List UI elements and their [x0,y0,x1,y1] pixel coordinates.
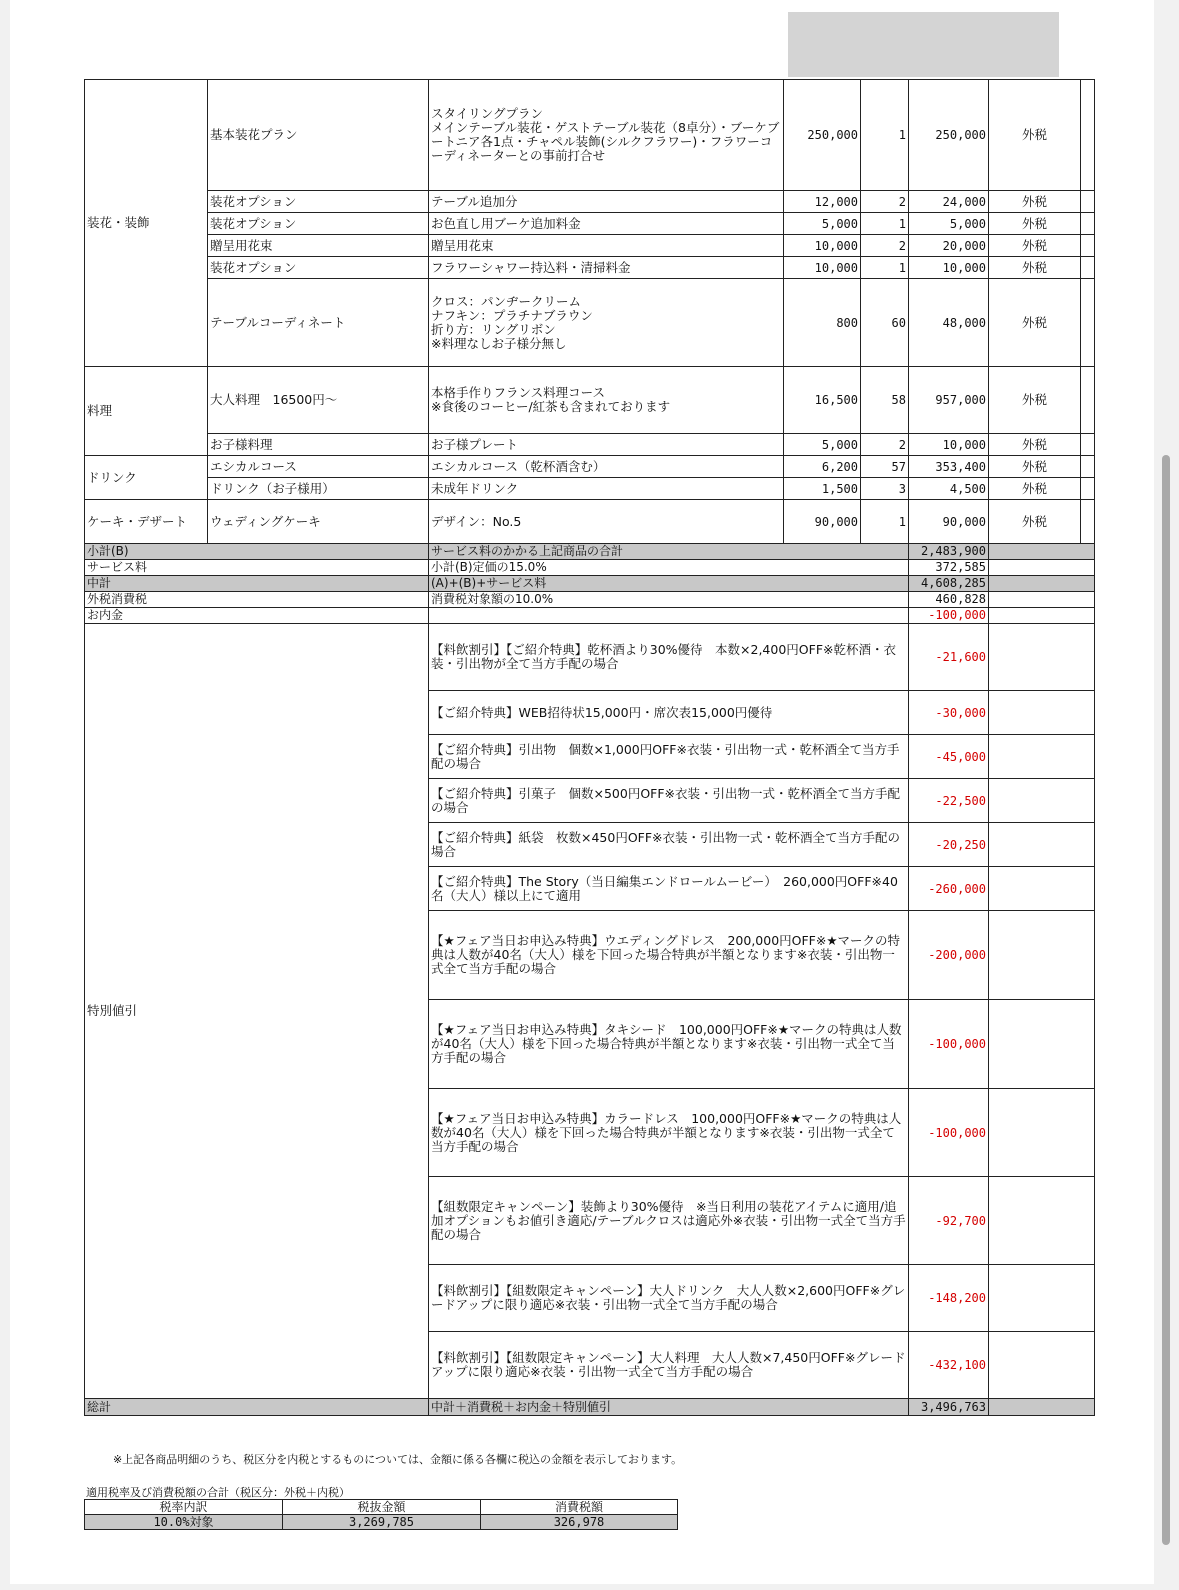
unit-price-cell: 6,200 [784,456,861,478]
tax-summary-header [85,1500,678,1515]
unit-price-cell: 90,000 [784,500,861,544]
unit-price-cell: 1,500 [784,478,861,500]
amount-cell: 90,000 [909,500,989,544]
taxable-amount-header: 税抜金額 [283,1500,481,1515]
discount-desc-cell: 【★フェア当日お申込み特典】タキシード 100,000円OFF※★マークの特典は人数が40名（大人）様を下回った場合特典が半額となります※衣装・引出物一式全て当方手配の場合 [429,1000,909,1089]
estimate-table [84,79,1095,1416]
blank-cell [989,1265,1095,1332]
amount-cell: 20,000 [909,235,989,257]
item-desc-cell: 未成年ドリンク [429,478,784,500]
quantity-cell: 1 [861,500,909,544]
blank-cell [989,592,1095,608]
total-label-cell: 総計 [85,1399,429,1416]
summary-desc-cell: (A)+(B)+サービス料 [429,576,909,592]
discount-amount-cell: -92,700 [909,1177,989,1265]
table-row [85,191,1095,213]
item-desc-cell: テーブル追加分 [429,191,784,213]
discount-desc-cell: 【ご紹介特典】WEB招待状15,000円・席次表15,000円優待 [429,691,909,735]
blank-cell [989,608,1095,624]
tax-type-cell: 外税 [989,434,1081,456]
table-row [85,257,1095,279]
discount-amount-cell: -22,500 [909,779,989,823]
item-name-cell: ドリンク（お子様用） [208,478,429,500]
discount-desc-cell: 【ご紹介特典】引菓子 個数×500円OFF※衣装・引出物一式・乾杯酒全て当方手配の場合 [429,779,909,823]
discount-desc-cell: 【★フェア当日お申込み特典】カラードレス 100,000円OFF※★マークの特典は人数が40名（大人）様を下回った場合特典が半額となります※衣装・引出物一式全て当方手配の場合 [429,1089,909,1177]
tax-summary-row [85,1515,678,1530]
grand-total-row [85,1399,1095,1416]
item-name-cell: 贈呈用花束 [208,235,429,257]
unit-price-cell: 250,000 [784,80,861,191]
item-desc-cell: 贈呈用花束 [429,235,784,257]
item-name-cell: エシカルコース [208,456,429,478]
discount-desc-cell: 【料飲割引】【ご紹介特典】乾杯酒より30%優待 本数×2,400円OFF※乾杯酒・衣装・引出物が全て当方手配の場合 [429,624,909,691]
summary-desc-cell: 消費税対象額の10.0% [429,592,909,608]
summary-amount-cell: 460,828 [909,592,989,608]
item-desc-cell: クロス：パンヂークリーム ナフキン：プラチナブラウン 折り方：リングリボン ※料理なしお子様分無し [429,279,784,367]
item-name-cell: 装花オプション [208,213,429,235]
table-row [85,279,1095,367]
table-row [85,434,1095,456]
blank-cell [1081,257,1095,279]
summary-row-tax [85,592,1095,608]
tax-type-cell: 外税 [989,456,1081,478]
discount-desc-cell: 【組数限定キャンペーン】装飾より30%優待 ※当日利用の装花アイテムに適用/追加オプションもお値引き適応/テーブルクロスは適応外※衣装・引出物一式全て当方手配の場合 [429,1177,909,1265]
tax-type-cell: 外税 [989,478,1081,500]
item-name-cell: 装花オプション [208,257,429,279]
category-cell: ケーキ・デザート [85,500,208,544]
summary-row-midtotal [85,576,1095,592]
item-desc-cell: お色直し用ブーケ追加料金 [429,213,784,235]
discount-desc-cell: 【ご紹介特典】引出物 個数×1,000円OFF※衣装・引出物一式・乾杯酒全て当方手配の場合 [429,735,909,779]
blank-cell [989,867,1095,911]
discount-label-cell: 特別値引 [85,624,429,1399]
quantity-cell: 60 [861,279,909,367]
unit-price-cell: 10,000 [784,235,861,257]
unit-price-cell: 10,000 [784,257,861,279]
blank-cell [989,544,1095,560]
blank-cell [989,1399,1095,1416]
blank-cell [1081,235,1095,257]
item-desc-cell: エシカルコース（乾杯酒含む） [429,456,784,478]
table-row [85,235,1095,257]
amount-cell: 353,400 [909,456,989,478]
scrollbar-thumb[interactable] [1162,455,1170,1545]
blank-cell [989,560,1095,576]
item-desc-cell: 本格手作りフランス料理コース ※食後のコーヒー/紅茶も含まれております [429,367,784,434]
tax-type-cell: 外税 [989,80,1081,191]
tax-type-cell: 外税 [989,257,1081,279]
discount-amount-cell: -100,000 [909,1000,989,1089]
blank-cell [989,1332,1095,1399]
unit-price-cell: 5,000 [784,213,861,235]
table-row [85,213,1095,235]
item-name-cell: 装花オプション [208,191,429,213]
tax-note: ※上記各商品明細のうち、税区分を内税とするものについては、金額に係る各欄に税込の金額を表示しております。 [113,1453,683,1466]
unit-price-cell: 12,000 [784,191,861,213]
summary-label-cell: 小計(B) [85,544,429,560]
item-name-cell: 基本装花プラン [208,80,429,191]
quantity-cell: 57 [861,456,909,478]
unit-price-cell: 16,500 [784,367,861,434]
amount-cell: 250,000 [909,80,989,191]
summary-amount-cell: 372,585 [909,560,989,576]
quantity-cell: 2 [861,235,909,257]
total-amount-cell: 3,496,763 [909,1399,989,1416]
summary-row-service [85,560,1095,576]
tax-type-cell: 外税 [989,279,1081,367]
total-desc-cell: 中計＋消費税＋お内金＋特別値引 [429,1399,909,1416]
category-cell: 料理 [85,367,208,456]
blank-cell [989,735,1095,779]
summary-amount-cell: 4,608,285 [909,576,989,592]
summary-desc-cell: 小計(B)定価の15.0% [429,560,909,576]
amount-cell: 10,000 [909,434,989,456]
category-cell: 装花・装飾 [85,80,208,367]
tax-amount-cell: 326,978 [481,1515,678,1530]
tax-type-cell: 外税 [989,367,1081,434]
blank-cell [989,576,1095,592]
quantity-cell: 1 [861,213,909,235]
discount-amount-cell: -260,000 [909,867,989,911]
redacted-block [788,12,1059,77]
blank-cell [989,1000,1095,1089]
discount-amount-cell: -20,250 [909,823,989,867]
discount-desc-cell: 【ご紹介特典】The Story（当日編集エンドロールムービー） 260,000円OFF※40名（大人）様以上にて適用 [429,867,909,911]
discount-desc-cell: 【ご紹介特典】紙袋 枚数×450円OFF※衣装・引出物一式・乾杯酒全て当方手配の場合 [429,823,909,867]
discount-amount-cell: -45,000 [909,735,989,779]
discount-amount-cell: -21,600 [909,624,989,691]
tax-type-cell: 外税 [989,500,1081,544]
amount-cell: 4,500 [909,478,989,500]
table-row [85,80,1095,191]
tax-summary-table [84,1499,678,1530]
quantity-cell: 2 [861,434,909,456]
discount-desc-cell: 【料飲割引】【組数限定キャンペーン】大人料理 大人人数×7,450円OFF※グレードアップに限り適応※衣装・引出物一式全て当方手配の場合 [429,1332,909,1399]
unit-price-cell: 800 [784,279,861,367]
discount-amount-cell: -30,000 [909,691,989,735]
item-name-cell: ウェディングケーキ [208,500,429,544]
summary-row-deposit [85,608,1095,624]
blank-cell [989,911,1095,1000]
table-row [85,500,1095,544]
discount-row [85,624,1095,691]
amount-cell: 957,000 [909,367,989,434]
quantity-cell: 58 [861,367,909,434]
table-row [85,367,1095,434]
quantity-cell: 1 [861,80,909,191]
blank-cell [1081,80,1095,191]
blank-cell [1081,456,1095,478]
blank-cell [989,1089,1095,1177]
amount-cell: 24,000 [909,191,989,213]
quantity-cell: 3 [861,478,909,500]
summary-label-cell: 中計 [85,576,429,592]
summary-desc-cell [429,608,909,624]
blank-cell [1081,213,1095,235]
blank-cell [1081,478,1095,500]
quantity-cell: 2 [861,191,909,213]
blank-cell [1081,367,1095,434]
discount-amount-cell: -100,000 [909,1089,989,1177]
summary-amount-cell: -100,000 [909,608,989,624]
discount-amount-cell: -200,000 [909,911,989,1000]
amount-cell: 48,000 [909,279,989,367]
unit-price-cell: 5,000 [784,434,861,456]
discount-desc-cell: 【★フェア当日お申込み特典】ウエディングドレス 200,000円OFF※★マークの特典は人数が40名（大人）様を下回った場合特典が半額となります※衣装・引出物一式全て当方手配の場合 [429,911,909,1000]
tax-type-cell: 外税 [989,235,1081,257]
table-row [85,478,1095,500]
tax-amount-header: 消費税額 [481,1500,678,1515]
taxable-amount-cell: 3,269,785 [283,1515,481,1530]
summary-label-cell: サービス料 [85,560,429,576]
summary-desc-cell: サービス料のかかる上記商品の合計 [429,544,909,560]
blank-cell [1081,279,1095,367]
summary-amount-cell: 2,483,900 [909,544,989,560]
item-desc-cell: フラワーシャワー持込料・清掃料金 [429,257,784,279]
tax-rate-cell: 10.0%対象 [85,1515,283,1530]
blank-cell [989,779,1095,823]
tax-type-cell: 外税 [989,191,1081,213]
discount-amount-cell: -148,200 [909,1265,989,1332]
item-desc-cell: お子様プレート [429,434,784,456]
discount-desc-cell: 【料飲割引】【組数限定キャンペーン】大人ドリンク 大人人数×2,600円OFF※グレードアップに限り適応※衣装・引出物一式全て当方手配の場合 [429,1265,909,1332]
tax-rate-header: 税率内訳 [85,1500,283,1515]
summary-row-subtotal-b [85,544,1095,560]
blank-cell [1081,434,1095,456]
discount-amount-cell: -432,100 [909,1332,989,1399]
table-row [85,456,1095,478]
tax-type-cell: 外税 [989,213,1081,235]
tax-summary-caption: 適用税率及び消費税額の合計（税区分：外税＋内税） [86,1486,350,1499]
item-desc-cell: デザイン：No.5 [429,500,784,544]
blank-cell [1081,500,1095,544]
amount-cell: 5,000 [909,213,989,235]
summary-label-cell: お内金 [85,608,429,624]
item-name-cell: 大人料理 16500円～ [208,367,429,434]
blank-cell [1081,191,1095,213]
item-name-cell: お子様料理 [208,434,429,456]
blank-cell [989,1177,1095,1265]
item-name-cell: テーブルコーディネート [208,279,429,367]
blank-cell [989,823,1095,867]
summary-label-cell: 外税消費税 [85,592,429,608]
amount-cell: 10,000 [909,257,989,279]
category-cell: ドリンク [85,456,208,500]
blank-cell [989,624,1095,691]
item-desc-cell: スタイリングプラン メインテーブル装花・ゲストテーブル装花（8卓分）・ブーケブートニア各1点・チャペル装飾(シルクフラワー)・フラワーコーディネーターとの事前打合せ [429,80,784,191]
quantity-cell: 1 [861,257,909,279]
blank-cell [989,691,1095,735]
